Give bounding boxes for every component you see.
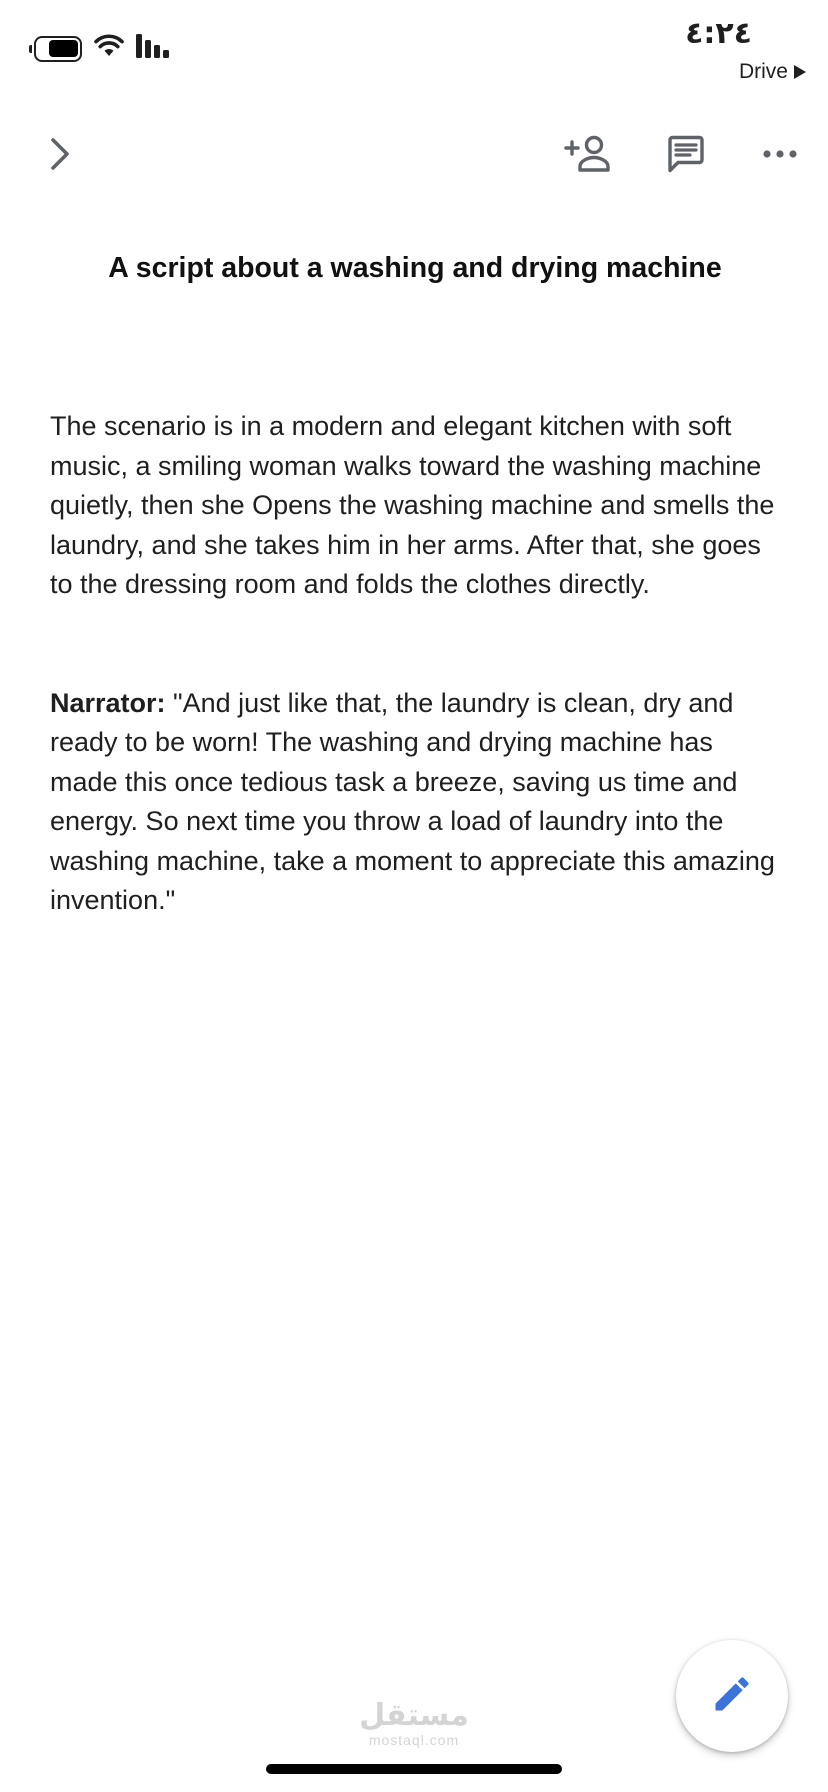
more-horizontal-icon — [762, 147, 798, 165]
play-triangle-icon — [794, 65, 806, 79]
watermark-latin: mostaql.com — [368, 1732, 460, 1748]
home-indicator[interactable] — [266, 1764, 562, 1774]
speaker-label: Narrator: — [50, 687, 166, 718]
back-to-drive-link[interactable] — [739, 60, 806, 84]
paragraph-narrator — [50, 684, 780, 921]
chevron-right-icon — [45, 136, 75, 177]
wifi-icon — [94, 34, 124, 63]
battery-level-fill — [49, 40, 78, 57]
share-button[interactable] — [556, 124, 620, 188]
back-to-app-label: Drive — [738, 60, 788, 83]
comments-button[interactable] — [654, 124, 718, 188]
document-toolbar — [0, 116, 828, 196]
document-body[interactable] — [50, 250, 780, 921]
narrator-text: "And just like that, the laundry is clean, dry and ready to be worn! The washing and drying machine has made this once tedious task a breeze, saving us time and energy. So next time you throw a load of laundry into the washing machine, take a moment to appreciate this amazing invention." — [50, 687, 775, 916]
status-time: ٤:٢٤ — [685, 16, 752, 51]
edit-fab-button[interactable] — [676, 1640, 788, 1752]
cellular-signal-icon — [136, 34, 172, 63]
paragraph-scenario: The scenario is in a modern and elegant kitchen with soft music, a smiling woman walks toward the washing machine quietly, then she Opens the washing machine and smells the laundry, and she takes him in her arms. After that, she goes to the dressing room and folds the clothes directly. — [50, 411, 775, 600]
add-person-icon — [563, 134, 613, 179]
status-icons — [34, 34, 172, 63]
more-options-button[interactable] — [748, 124, 812, 188]
comment-icon — [666, 134, 706, 179]
watermark-arabic: مستقل — [359, 1698, 469, 1733]
document-title: A script about a washing and drying machine — [108, 252, 722, 284]
back-button[interactable] — [28, 124, 92, 188]
status-bar — [0, 0, 828, 96]
battery-icon — [34, 36, 82, 62]
pencil-icon — [710, 1672, 754, 1721]
